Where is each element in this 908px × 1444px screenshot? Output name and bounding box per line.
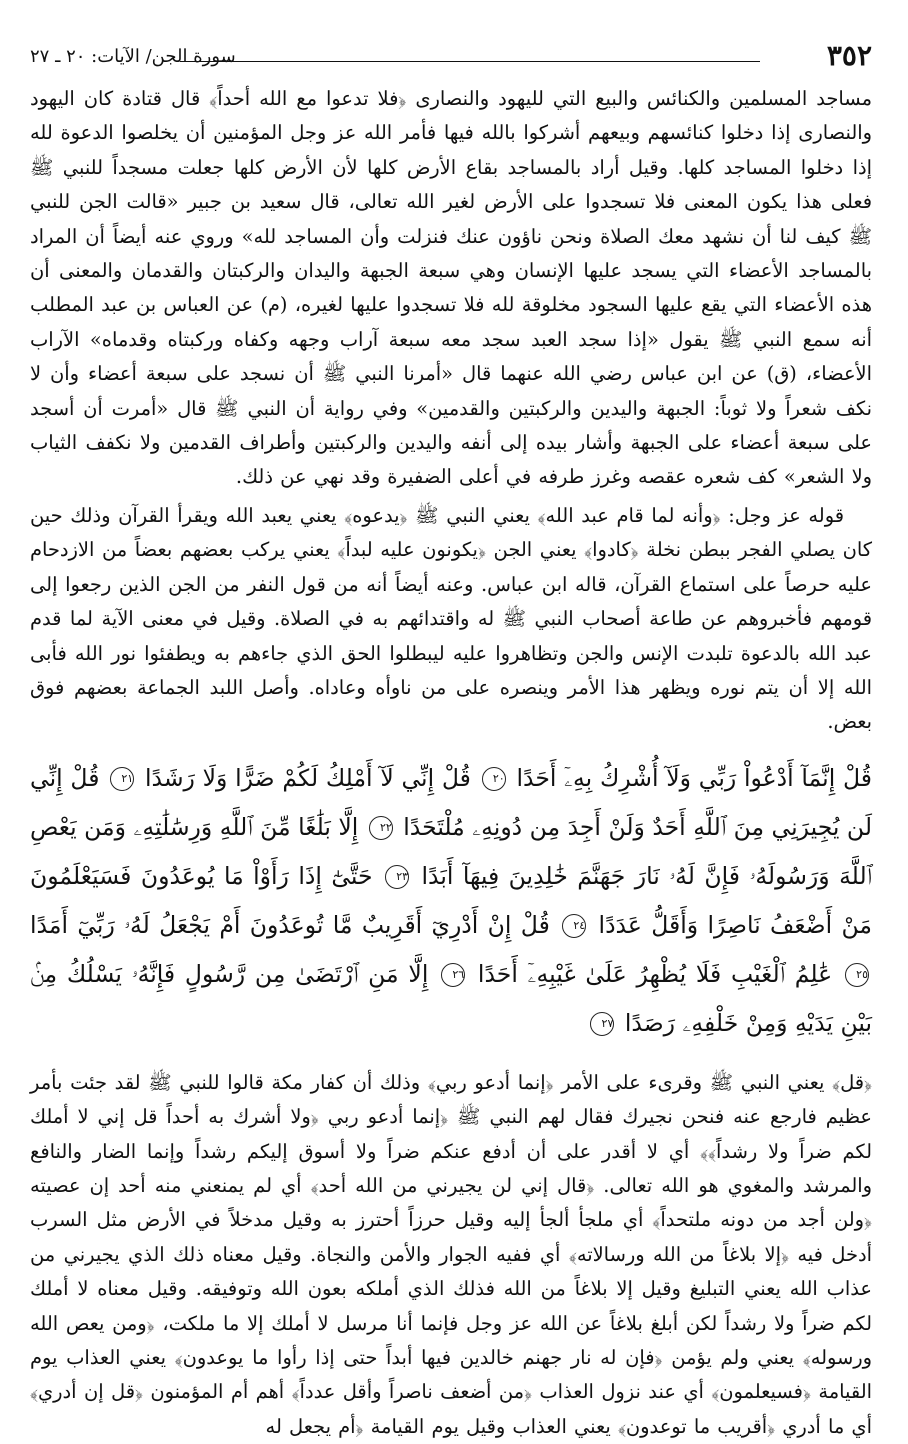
verse-21: قُلْ إِنِّي لَآ أَمْلِكُ لَكُمْ ضَرًّا وَلَا رَشَدًا	[144, 763, 471, 792]
verse-number-22: ٢٢	[369, 816, 393, 840]
verse-25: قُلْ إِنْ أَدْرِيٓ أَقَرِيبٌ مَّا تُوعَدُونَ أَمْ يَجْعَلُ لَهُۥ رَبِّيٓ أَمَدًا	[30, 910, 550, 939]
running-title: سورة الجن/ الآيات: ٢٠ ـ ٢٧	[30, 46, 236, 67]
page-number: ٣٥٢	[826, 39, 872, 72]
verse-number-27: ٢٧	[590, 1012, 614, 1036]
commentary-paragraph-1: مساجد المسلمين والكنائس والبيع التي لليهود والنصارى ﴿فلا تدعوا مع الله أحداً﴾ قال قتادة كان اليهود والنصارى إذا دخلوا كنائسهم وبيعهم أشركوا بالله فيها فأمر الله عز وجل المؤمنين أن يخلصوا الدعوة لله إذا دخلوا المساجد كلها. وقيل أراد بالمساجد بقاع الأرض كلها لأن الأرض كلها جعلت مسجداً للنبي ﷺ فعلى هذا يكون المعنى فلا تسجدوا على الأرض لغير الله تعالى، قال سعيد بن جبير «قالت الجن للنبي ﷺ كيف لنا أن نشهد معك الصلاة ونحن ناؤون عنك فنزلت وأن المساجد لله» وروي عنه أيضاً أن المراد بالمساجد الأعضاء التي يسجد عليها الإنسان وهي سبعة الجبهة واليدان والركبتان والقدمان والمعنى أن هذه الأعضاء التي يقع عليها السجود مخلوقة لله فلا تسجدوا عليها لغيره، (م) عن العباس بن عبد المطلب أنه سمع النبي ﷺ يقول «إذا سجد العبد سجد معه سبعة آراب وجهه وكفاه وركبتاه وقدماه» الآراب الأعضاء، (ق) عن ابن عباس رضي الله عنهما قال «أمرنا النبي ﷺ أن نسجد على سبعة أعضاء وأن لا نكف شعراً ولا ثوباً: الجبهة واليدين والركبتين والقدمين» وفي رواية أن النبي ﷺ قال «أمرت أن أسجد على سبعة أعضاء على الجبهة وأشار بيده إلى أنفه واليدين والركبتين وأطراف القدمين ولا نكفف الثياب ولا الشعر» كف شعره عقصه وغرز طرفه في أعلى الضفيرة وقد نهي عن ذلك.	[30, 87, 872, 489]
verse-number-24: ٢٤	[562, 914, 586, 938]
page-header	[30, 28, 872, 72]
verse-26: عَٰلِمُ ٱلْغَيْبِ فَلَا يُظْهِرُ عَلَىٰ غَيْبِهِۦٓ أَحَدًا	[477, 959, 833, 988]
verse-number-26: ٢٦	[441, 963, 465, 987]
verse-number-23: ٢٣	[385, 865, 409, 889]
quran-verses-block	[30, 754, 872, 1048]
verse-22: قُلْ إِنِّي لَن يُجِيرَنِي مِنَ ٱللَّهِ أَحَدٌ وَلَنْ أَجِدَ مِن دُونِهِۦ مُلْتَحَدًا	[30, 763, 872, 841]
header-rule	[180, 61, 760, 62]
section-spacer	[30, 1048, 872, 1060]
commentary-paragraph-3: ﴿قل﴾ يعني النبي ﷺ وقرىء على الأمر ﴿إنما أدعو ربي﴾ وذلك أن كفار مكة قالوا للنبي ﷺ لقد جئت بأمر عظيم فارجع عنه فنحن نجيرك فقال لهم النبي ﷺ ﴿إنما أدعو ربي ﴿ولا أشرك به أحداً قل إني لا أملك لكم ضراً ولا رشداً﴾﴾ أي لا أقدر على أن أدفع عنكم ضراً ولا أسوق إليكم رشداً وإنما الضار والنافع والمرشد والمغوي هو الله تعالى. ﴿قال إني لن يجيرني من الله أحد﴾ أي لم يمنعني منه أحد إن عصيته ﴿ولن أجد من دونه ملتحداً﴾ أي ملجأ ألجأ إليه وقيل حرزاً أحترز به وقيل مدخلاً في الأرض مثل السرب أدخل فيه ﴿إلا بلاغاً من الله ورسالاته﴾ أي ففيه الجوار والأمن والنجاة. وقيل معناه ذلك الذي يجيرني من عذاب الله يعني التبليغ وقيل إلا بلاغاً من الله فذلك الذي أملكه بعون الله وتوفيقه. وقيل معناه لا أملك لكم ضراً ولا رشداً لكن أبلغ بلاغاً عن الله عز وجل فإنما أنا مرسل لا أملك إلا ما ملكت، ﴿ومن يعص الله ورسوله﴾ يعني ولم يؤمن ﴿فإن له نار جهنم خالدين فيها أبداً حتى إذا رأوا ما يوعدون﴾ يعني العذاب يوم القيامة ﴿فسيعلمون﴾ أي عند نزول العذاب ﴿من أضعف ناصراً وأقل عدداً﴾ أهم أم المؤمنون ﴿قل إن أدري﴾ أي ما أدري ﴿أقريب ما توعدون﴾ يعني العذاب وقيل يوم القيامة ﴿أم يجعل له	[30, 1070, 872, 1438]
verse-number-21: ٢١	[110, 767, 134, 791]
verse-number-25: ٢٥	[845, 963, 869, 987]
verse-20: قُلْ إِنَّمَآ أَدْعُواْ رَبِّي وَلَآ أُشْرِكُ بِهِۦٓ أَحَدًا	[516, 763, 873, 792]
commentary-paragraph-2: قوله عز وجل: ﴿وأنه لما قام عبد الله﴾ يعني النبي ﷺ ﴿يدعوه﴾ يعني يعبد الله ويقرأ القرآن وذلك حين كان يصلي الفجر ببطن نخلة ﴿كادوا﴾ يعني الجن ﴿يكونون عليه لبداً﴾ يعني يركب بعضهم بعضاً من الازدحام عليه حرصاً على استماع القرآن، قاله ابن عباس. وعنه أيضاً أنه من قول النفر من الجن الذين رجعوا إلى قومهم فأخبروهم عن طاعة أصحاب النبي ﷺ له واقتدائهم به في الصلاة. وقيل في معنى الآية لما قدم عبد الله بالدعوة تلبدت الإنس والجن وتظاهروا عليه ليبطلوا الحق الذي جاءهم به ويطفئوا نور الله فأبى الله إلا أن يتم نوره ويظهر هذا الأمر وينصره على من ناوأه وعاداه. وأصل اللبد الجماعة بعضهم فوق بعض.	[30, 503, 872, 734]
verse-number-20: ٢٠	[482, 767, 506, 791]
verse-27: إِلَّا مَنِ ٱرْتَضَىٰ مِن رَّسُولٍ فَإِنَّهُۥ يَسْلُكُ مِنۢ بَيْنِ يَدَيْهِ وَمِنْ خَلْفِهِۦ رَصَدًا	[30, 959, 872, 1037]
verse-23: إِلَّا بَلَٰغًا مِّنَ ٱللَّهِ وَرِسَٰلَٰتِهِۦ وَمَن يَعْصِ ٱللَّهَ وَرَسُولَهُۥ فَإِنَّ لَهُۥ نَارَ جَهَنَّمَ خَٰلِدِينَ فِيهَآ أَبَدًا	[30, 812, 872, 890]
verse-24: حَتَّىٰٓ إِذَا رَأَوْاْ مَا يُوعَدُونَ فَسَيَعْلَمُونَ مَنْ أَضْعَفُ نَاصِرًا وَأَقَلُّ عَدَدًا	[30, 861, 872, 939]
